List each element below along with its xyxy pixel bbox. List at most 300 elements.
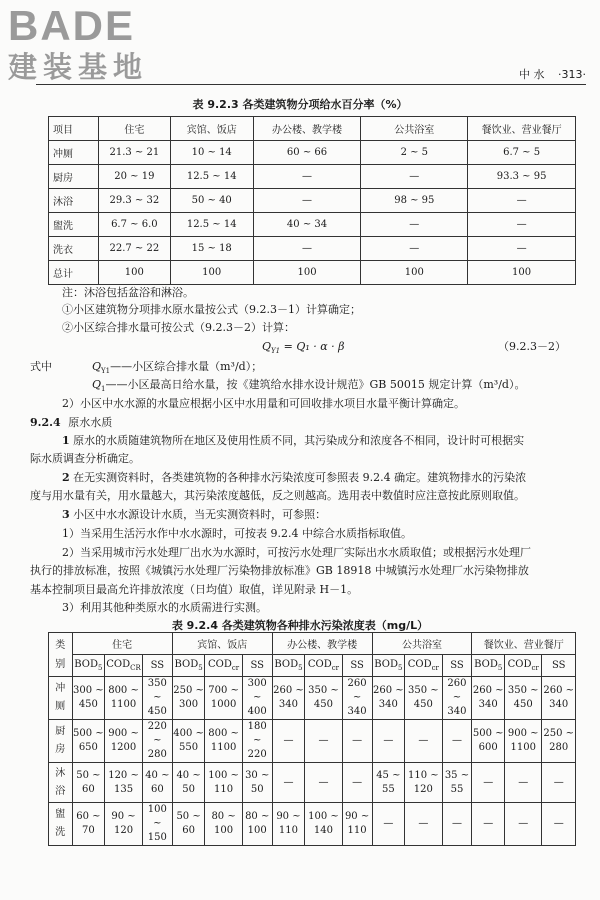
param-name: BOD — [474, 659, 498, 670]
cell-line: 1000 — [210, 699, 237, 710]
section-title-text: 原水水质 — [68, 416, 113, 429]
running-header — [509, 66, 586, 82]
cell-line: 300 — [179, 699, 199, 710]
param-subscript: 5 — [198, 664, 203, 672]
p1-num: 1 — [62, 434, 70, 447]
table1-cell: 100 — [253, 261, 361, 285]
table2-cell — [105, 720, 143, 763]
cell-line: 150 — [147, 832, 167, 843]
cell-line: 350 ~ — [308, 685, 339, 696]
cell-line: — — [553, 776, 564, 788]
param-header — [272, 655, 305, 677]
section-title: 中 水 — [519, 68, 545, 81]
table2-cell — [342, 763, 372, 803]
table2-cell — [442, 763, 472, 803]
table1-header: 公共浴室 — [361, 117, 468, 141]
table1-row — [49, 141, 576, 165]
p2-num: 2 — [62, 471, 70, 484]
corner-top: 类 — [55, 639, 66, 651]
cell-line: — — [451, 818, 462, 829]
table2-cell — [505, 720, 542, 763]
param-name: SS — [551, 660, 566, 671]
param-header — [142, 655, 172, 677]
table2-cell — [372, 763, 405, 803]
table1-cell: 100 — [468, 261, 576, 285]
cell-line: 120 — [113, 825, 134, 836]
text-p3-2c: 基本控制项目最高允许排放浓度（日均值）取值，详见附录 H－1。 — [30, 583, 359, 596]
table2-cell — [342, 803, 372, 846]
cell-line: 340 — [549, 699, 569, 710]
section-number: 9.2.4 — [30, 416, 61, 429]
table2-cell — [72, 803, 105, 846]
row-label-char: 盥 — [55, 809, 66, 820]
cell-line: — — [352, 735, 363, 746]
table2-cell — [472, 763, 505, 803]
table2-cell — [172, 803, 205, 846]
table2-cell — [542, 763, 576, 803]
cell-line: — — [383, 735, 394, 746]
table1-cell: 22.7 ~ 22 — [98, 237, 170, 261]
table1-cell: — — [361, 165, 468, 189]
param-header — [172, 655, 205, 677]
cell-line: 35 ~ — [444, 769, 470, 781]
table2-cell — [142, 677, 172, 720]
table2-cell — [505, 803, 542, 846]
table2-cell — [242, 803, 272, 846]
table2-cell — [205, 677, 242, 720]
cell-line: 260 ~ — [373, 685, 404, 696]
param-header — [242, 655, 272, 677]
text-p3-2: 2）当采用城市污水处理厂出水为水源时，可按污水处理厂实际出水水质取值；或根据污水处理厂 — [62, 546, 531, 559]
table2-cell — [442, 720, 472, 763]
where-2 — [92, 378, 525, 396]
table2-row-label — [49, 720, 73, 763]
cell-line: 500 ~ — [472, 728, 504, 739]
cell-line: 450 — [513, 699, 533, 710]
row-label-char: 厕 — [55, 701, 66, 712]
param-header — [105, 655, 143, 677]
where-label: 式中 — [30, 360, 52, 373]
param-header — [505, 655, 542, 677]
brand-logo: BADE — [8, 2, 136, 49]
cell-line: — — [451, 735, 462, 746]
cell-line: 55 — [450, 783, 464, 795]
cell-line: 100 ~ — [308, 811, 339, 822]
table2-cell — [442, 803, 472, 846]
cell-line: 260 ~ — [472, 685, 504, 696]
cell-line: 650 — [78, 742, 98, 753]
table-note: 注：沐浴包括盆浴和淋浴。 — [62, 286, 194, 299]
param-subscript: 5 — [98, 664, 103, 672]
table2-cell — [405, 763, 442, 803]
cell-line: 30 ~ — [245, 769, 270, 781]
param-header — [205, 655, 242, 677]
param-name: BOD — [274, 659, 299, 670]
table2-cell — [142, 763, 172, 803]
table2-cell — [305, 720, 342, 763]
table2-cell — [272, 803, 305, 846]
param-name: BOD — [174, 659, 199, 670]
table2-cell — [72, 720, 105, 763]
param-subscript: 5 — [397, 664, 403, 672]
row-label-char: 厨 — [55, 726, 66, 737]
param-header — [442, 655, 472, 677]
param-name: COD — [106, 659, 131, 670]
table1-cell: — — [253, 165, 361, 189]
cell-line: 100 — [247, 825, 267, 836]
cell-line: 1100 — [210, 742, 237, 753]
table2-cell — [105, 677, 143, 720]
table-water-usage — [48, 116, 576, 285]
table1-cell: 21.3 ~ 21 — [98, 141, 170, 165]
table2-cell — [342, 720, 372, 763]
table1-header-row — [49, 117, 576, 141]
param-subscript: cr — [231, 664, 240, 672]
cell-line: 50 — [182, 783, 195, 795]
cell-line: 90 ~ — [276, 811, 301, 822]
table1-row — [49, 237, 576, 261]
table2-cell — [305, 763, 342, 803]
cell-line: — — [483, 818, 494, 829]
table1-cell: — — [253, 237, 361, 261]
formula-number: （9.2.3－2） — [498, 340, 566, 353]
cell-line: 50 — [250, 783, 264, 795]
table2-cell — [372, 720, 405, 763]
cell-line: 1200 — [110, 742, 137, 753]
text-item1: ①小区建筑物分项排水原水量按公式（9.2.3－1）计算确定； — [62, 303, 361, 316]
table2-cell — [305, 677, 342, 720]
table2-row — [49, 803, 576, 846]
table1-row — [49, 261, 576, 285]
cell-line: 340 — [478, 699, 498, 710]
row-label-char: 冲 — [55, 683, 66, 694]
where-2-text: ——小区最高日给水量，按《建筑给水排水设计规范》GB 50015 规定计算（m³/d）。 — [105, 378, 526, 391]
cell-line: 450 — [78, 699, 98, 710]
table1-cell: — — [253, 189, 361, 213]
table2-cell — [72, 677, 105, 720]
cell-line: 450 — [147, 706, 167, 717]
cell-line: 80 ~ — [245, 811, 270, 822]
row-label-char: 房 — [55, 744, 66, 755]
cell-line: 900 ~ — [507, 728, 539, 739]
param-header — [405, 655, 442, 677]
section-heading — [30, 416, 112, 430]
cell-line: — — [483, 776, 494, 788]
cell-line: 40 ~ — [176, 769, 201, 781]
cell-line: — — [352, 776, 363, 788]
table2-cell — [272, 720, 305, 763]
param-header — [372, 655, 405, 677]
group-header: 公共浴室 — [372, 633, 472, 655]
table2-cell — [372, 803, 405, 846]
table1-cell: 15 ~ 18 — [170, 237, 253, 261]
table2-caption: 表 9.2.4 各类建筑物各种排水污染浓度表（mg/L） — [171, 619, 429, 632]
cell-line: 100 ~ — [147, 804, 167, 829]
table1-cell: 2 ~ 5 — [361, 141, 468, 165]
table2-cell — [472, 803, 505, 846]
cell-line: 260 ~ — [273, 685, 304, 696]
cell-line: 400 ~ — [173, 728, 204, 739]
table1-row-label: 厨房 — [49, 165, 99, 189]
table2-cell — [305, 803, 342, 846]
table1-row-label: 沐浴 — [49, 189, 99, 213]
text-p3 — [62, 508, 326, 522]
cell-line: 135 — [113, 783, 134, 795]
cell-line: 450 — [313, 699, 333, 710]
cell-line: — — [283, 735, 294, 746]
header-rule — [36, 84, 586, 85]
cell-line: 500 ~ — [73, 728, 104, 739]
table2-row — [49, 763, 576, 803]
param-name: BOD — [374, 659, 398, 670]
table2-cell — [505, 677, 542, 720]
cell-line: 50 ~ — [76, 769, 101, 781]
table2-cell — [542, 677, 576, 720]
table1-caption: 表 9.2.3 各类建筑物分项给水百分率（%） — [192, 98, 408, 111]
table2-group-row — [49, 633, 576, 655]
cell-line: 350 ~ — [507, 685, 539, 696]
text-item2: ②小区综合排水量可按公式（9.2.3－2）计算： — [62, 321, 295, 334]
cell-line: 80 ~ — [211, 811, 236, 822]
cell-line: 800 ~ — [208, 728, 239, 739]
cell-line: 700 ~ — [208, 685, 239, 696]
table1-cell: 6.7 ~ 5 — [468, 141, 576, 165]
group-header: 宾馆、饭店 — [172, 633, 272, 655]
table2-cell — [205, 720, 242, 763]
param-subscript: cr — [431, 664, 439, 672]
table1-cell: 100 — [98, 261, 170, 285]
param-name: COD — [507, 659, 532, 670]
table2-corner — [49, 633, 73, 677]
p3-num: 3 — [62, 508, 70, 521]
row-label-char: 沐 — [55, 767, 66, 779]
cell-line: 300 ~ — [73, 685, 104, 696]
cell-line: 450 — [413, 699, 433, 710]
table2-cell — [205, 803, 242, 846]
cell-line: 1100 — [110, 699, 137, 710]
cell-line: 90 ~ — [344, 811, 370, 822]
cell-line: 250 ~ — [543, 728, 575, 739]
row-label-char: 浴 — [55, 785, 66, 797]
cell-line: 60 — [182, 825, 195, 836]
table2-cell — [205, 763, 242, 803]
cell-line: 55 — [381, 783, 395, 795]
table1-header: 宾馆、饭店 — [170, 117, 253, 141]
where-1-sub: Y1 — [101, 367, 111, 376]
table2-cell — [242, 720, 272, 763]
table2-cell — [442, 677, 472, 720]
table2-row-label — [49, 803, 73, 846]
table2-cell — [72, 763, 105, 803]
table2-cell — [172, 763, 205, 803]
corner-bottom: 别 — [55, 658, 66, 670]
cell-line: 900 ~ — [108, 728, 139, 739]
cell-line: 600 — [478, 742, 498, 753]
where-1-var: Q — [92, 360, 102, 373]
brand-logo-cn: 建装基地 — [8, 50, 149, 84]
param-header — [72, 655, 105, 677]
cell-line: — — [553, 818, 564, 829]
page-number: ·313· — [558, 68, 586, 81]
cell-line: 45 ~ — [376, 769, 401, 781]
table-pollutant-concentration — [48, 632, 576, 846]
cell-line: 280 — [147, 749, 167, 760]
cell-line: — — [418, 735, 429, 746]
p2-text: 在无实测资料时，各类建筑物的各种排水污染浓度可参照表 9.2.4 确定。建筑物排水的污染浓 — [73, 471, 527, 484]
where-1-text: ——小区综合排水量（m³/d）； — [110, 360, 263, 373]
formula-sub: Y1 — [271, 347, 281, 356]
table2-cell — [242, 677, 272, 720]
table1-cell: 100 — [361, 261, 468, 285]
text-p1 — [62, 434, 524, 448]
formula — [262, 340, 345, 358]
cell-line: 800 ~ — [108, 685, 139, 696]
cell-line: 180 ~ — [247, 721, 267, 746]
p3-text: 小区中水水源设计水质，当无实测资料时，可参照： — [73, 508, 327, 521]
table1-cell: 40 ~ 34 — [253, 213, 361, 237]
table1-row-label: 洗衣 — [49, 237, 99, 261]
table1-cell: 50 ~ 40 — [170, 189, 253, 213]
param-header — [305, 655, 342, 677]
table2-cell — [172, 720, 205, 763]
group-header: 办公楼、教学楼 — [272, 633, 372, 655]
formula-var: Q — [262, 340, 272, 353]
table2-cell — [105, 763, 143, 803]
cell-line: 40 ~ — [145, 769, 170, 781]
cell-line: 100 ~ — [208, 769, 239, 781]
table2-row — [49, 720, 576, 763]
group-header: 餐饮业、营业餐厅 — [472, 633, 576, 655]
table1-row — [49, 189, 576, 213]
p1-text: 原水的水质随建筑物所在地区及使用性质不同，其污染成分和浓度各不相同，设计时可根据实 — [73, 434, 525, 447]
param-subscript: cr — [531, 664, 539, 672]
text-p2a — [62, 471, 526, 485]
cell-line: — — [418, 818, 429, 829]
table1-cell: 93.3 ~ 95 — [468, 165, 576, 189]
table2-cell — [272, 677, 305, 720]
text-p1b: 际水质调查分析确定。 — [30, 452, 140, 465]
where-2-sub: 1 — [101, 385, 106, 394]
formula-rhs: = Q₁ · α · β — [280, 340, 345, 353]
table1-header: 餐饮业、营业餐厅 — [468, 117, 576, 141]
table1-cell: — — [468, 189, 576, 213]
param-subscript: 5 — [298, 664, 303, 672]
text-p2: 2）小区中水水源的水量应根据小区中水用量和可回收排水项目水量平衡计算确定。 — [62, 397, 465, 410]
param-name: SS — [450, 660, 464, 671]
cell-line: 110 — [278, 825, 298, 836]
table1-cell: 12.5 ~ 14 — [170, 165, 253, 189]
table2-cell — [405, 677, 442, 720]
cell-line: 260 ~ — [347, 678, 367, 703]
table1-cell: 20 ~ 19 — [98, 165, 170, 189]
table2-cell — [142, 720, 172, 763]
cell-line: 220 ~ — [147, 721, 167, 746]
table2-cell — [105, 803, 143, 846]
where-2-var: Q — [92, 378, 102, 391]
cell-line: 220 — [247, 749, 267, 760]
table1-row-label: 总计 — [49, 261, 99, 285]
param-name: SS — [350, 660, 364, 671]
cell-line: 340 — [278, 699, 298, 710]
table1-cell: 98 ~ 95 — [361, 189, 468, 213]
cell-line: 60 ~ — [76, 811, 101, 822]
cell-line: — — [518, 776, 529, 788]
cell-line: 120 — [413, 783, 433, 795]
text-p3-3: 3）利用其他种类原水的水质需进行实测。 — [62, 601, 267, 614]
cell-line: 350 ~ — [408, 685, 439, 696]
cell-line: 260 ~ — [543, 685, 575, 696]
cell-line: 70 — [82, 825, 95, 836]
table1-header: 办公楼、教学楼 — [253, 117, 361, 141]
table1-cell: 100 — [170, 261, 253, 285]
param-header — [472, 655, 505, 677]
cell-line: — — [318, 735, 329, 746]
table2-cell — [405, 720, 442, 763]
table2-row-label — [49, 763, 73, 803]
table1-cell: — — [468, 213, 576, 237]
table1-row — [49, 213, 576, 237]
cell-line: 400 — [247, 706, 267, 717]
cell-line: 110 ~ — [408, 769, 439, 781]
cell-line: 100 — [214, 825, 234, 836]
table2-cell — [172, 677, 205, 720]
cell-line: 300 ~ — [247, 678, 267, 703]
table2-cell — [242, 763, 272, 803]
table1-row-label: 盥洗 — [49, 213, 99, 237]
table1-cell: — — [361, 237, 468, 261]
cell-line: 280 — [549, 742, 569, 753]
table2-cell — [342, 677, 372, 720]
param-header — [542, 655, 576, 677]
cell-line: 1100 — [510, 742, 536, 753]
param-header — [342, 655, 372, 677]
table2-cell — [472, 677, 505, 720]
table2-row-label — [49, 677, 73, 720]
table1-row-label: 冲厕 — [49, 141, 99, 165]
table2-cell — [372, 677, 405, 720]
table2-cell — [505, 763, 542, 803]
param-name: SS — [250, 660, 264, 671]
text-p3-1: 1）当采用生活污水作中水水源时，可按表 9.2.4 中综合水质指标取值。 — [62, 527, 412, 540]
param-subscript: 5 — [497, 664, 503, 672]
table1-cell: 10 ~ 14 — [170, 141, 253, 165]
table1-header: 项目 — [49, 117, 99, 141]
cell-line: 60 — [82, 783, 95, 795]
table2-row — [49, 677, 576, 720]
table1-cell: — — [361, 213, 468, 237]
row-label-char: 洗 — [55, 827, 66, 838]
param-subscript: cr — [331, 664, 340, 672]
table2-sub-row — [49, 655, 576, 677]
table1-cell: 29.3 ~ 32 — [98, 189, 170, 213]
table1-cell: 12.5 ~ 14 — [170, 213, 253, 237]
cell-line: 110 — [347, 825, 367, 836]
param-name: COD — [307, 659, 332, 670]
cell-line: 350 ~ — [147, 678, 167, 703]
text-p3-2b: 执行的排放标准，按照《城镇污水处理厂污染物排放标准》GB 18918 中城镇污水处理厂水污染物排放 — [30, 564, 529, 577]
cell-line: 120 ~ — [108, 769, 139, 781]
group-header: 住宅 — [72, 633, 172, 655]
table2-cell — [142, 803, 172, 846]
table2-cell — [542, 720, 576, 763]
table1-cell: — — [468, 237, 576, 261]
table2-cell — [405, 803, 442, 846]
param-name: COD — [208, 659, 232, 670]
table1-cell: 60 ~ 66 — [253, 141, 361, 165]
cell-line: 340 — [447, 706, 467, 717]
cell-line: — — [383, 818, 394, 829]
cell-line: 340 — [378, 699, 398, 710]
